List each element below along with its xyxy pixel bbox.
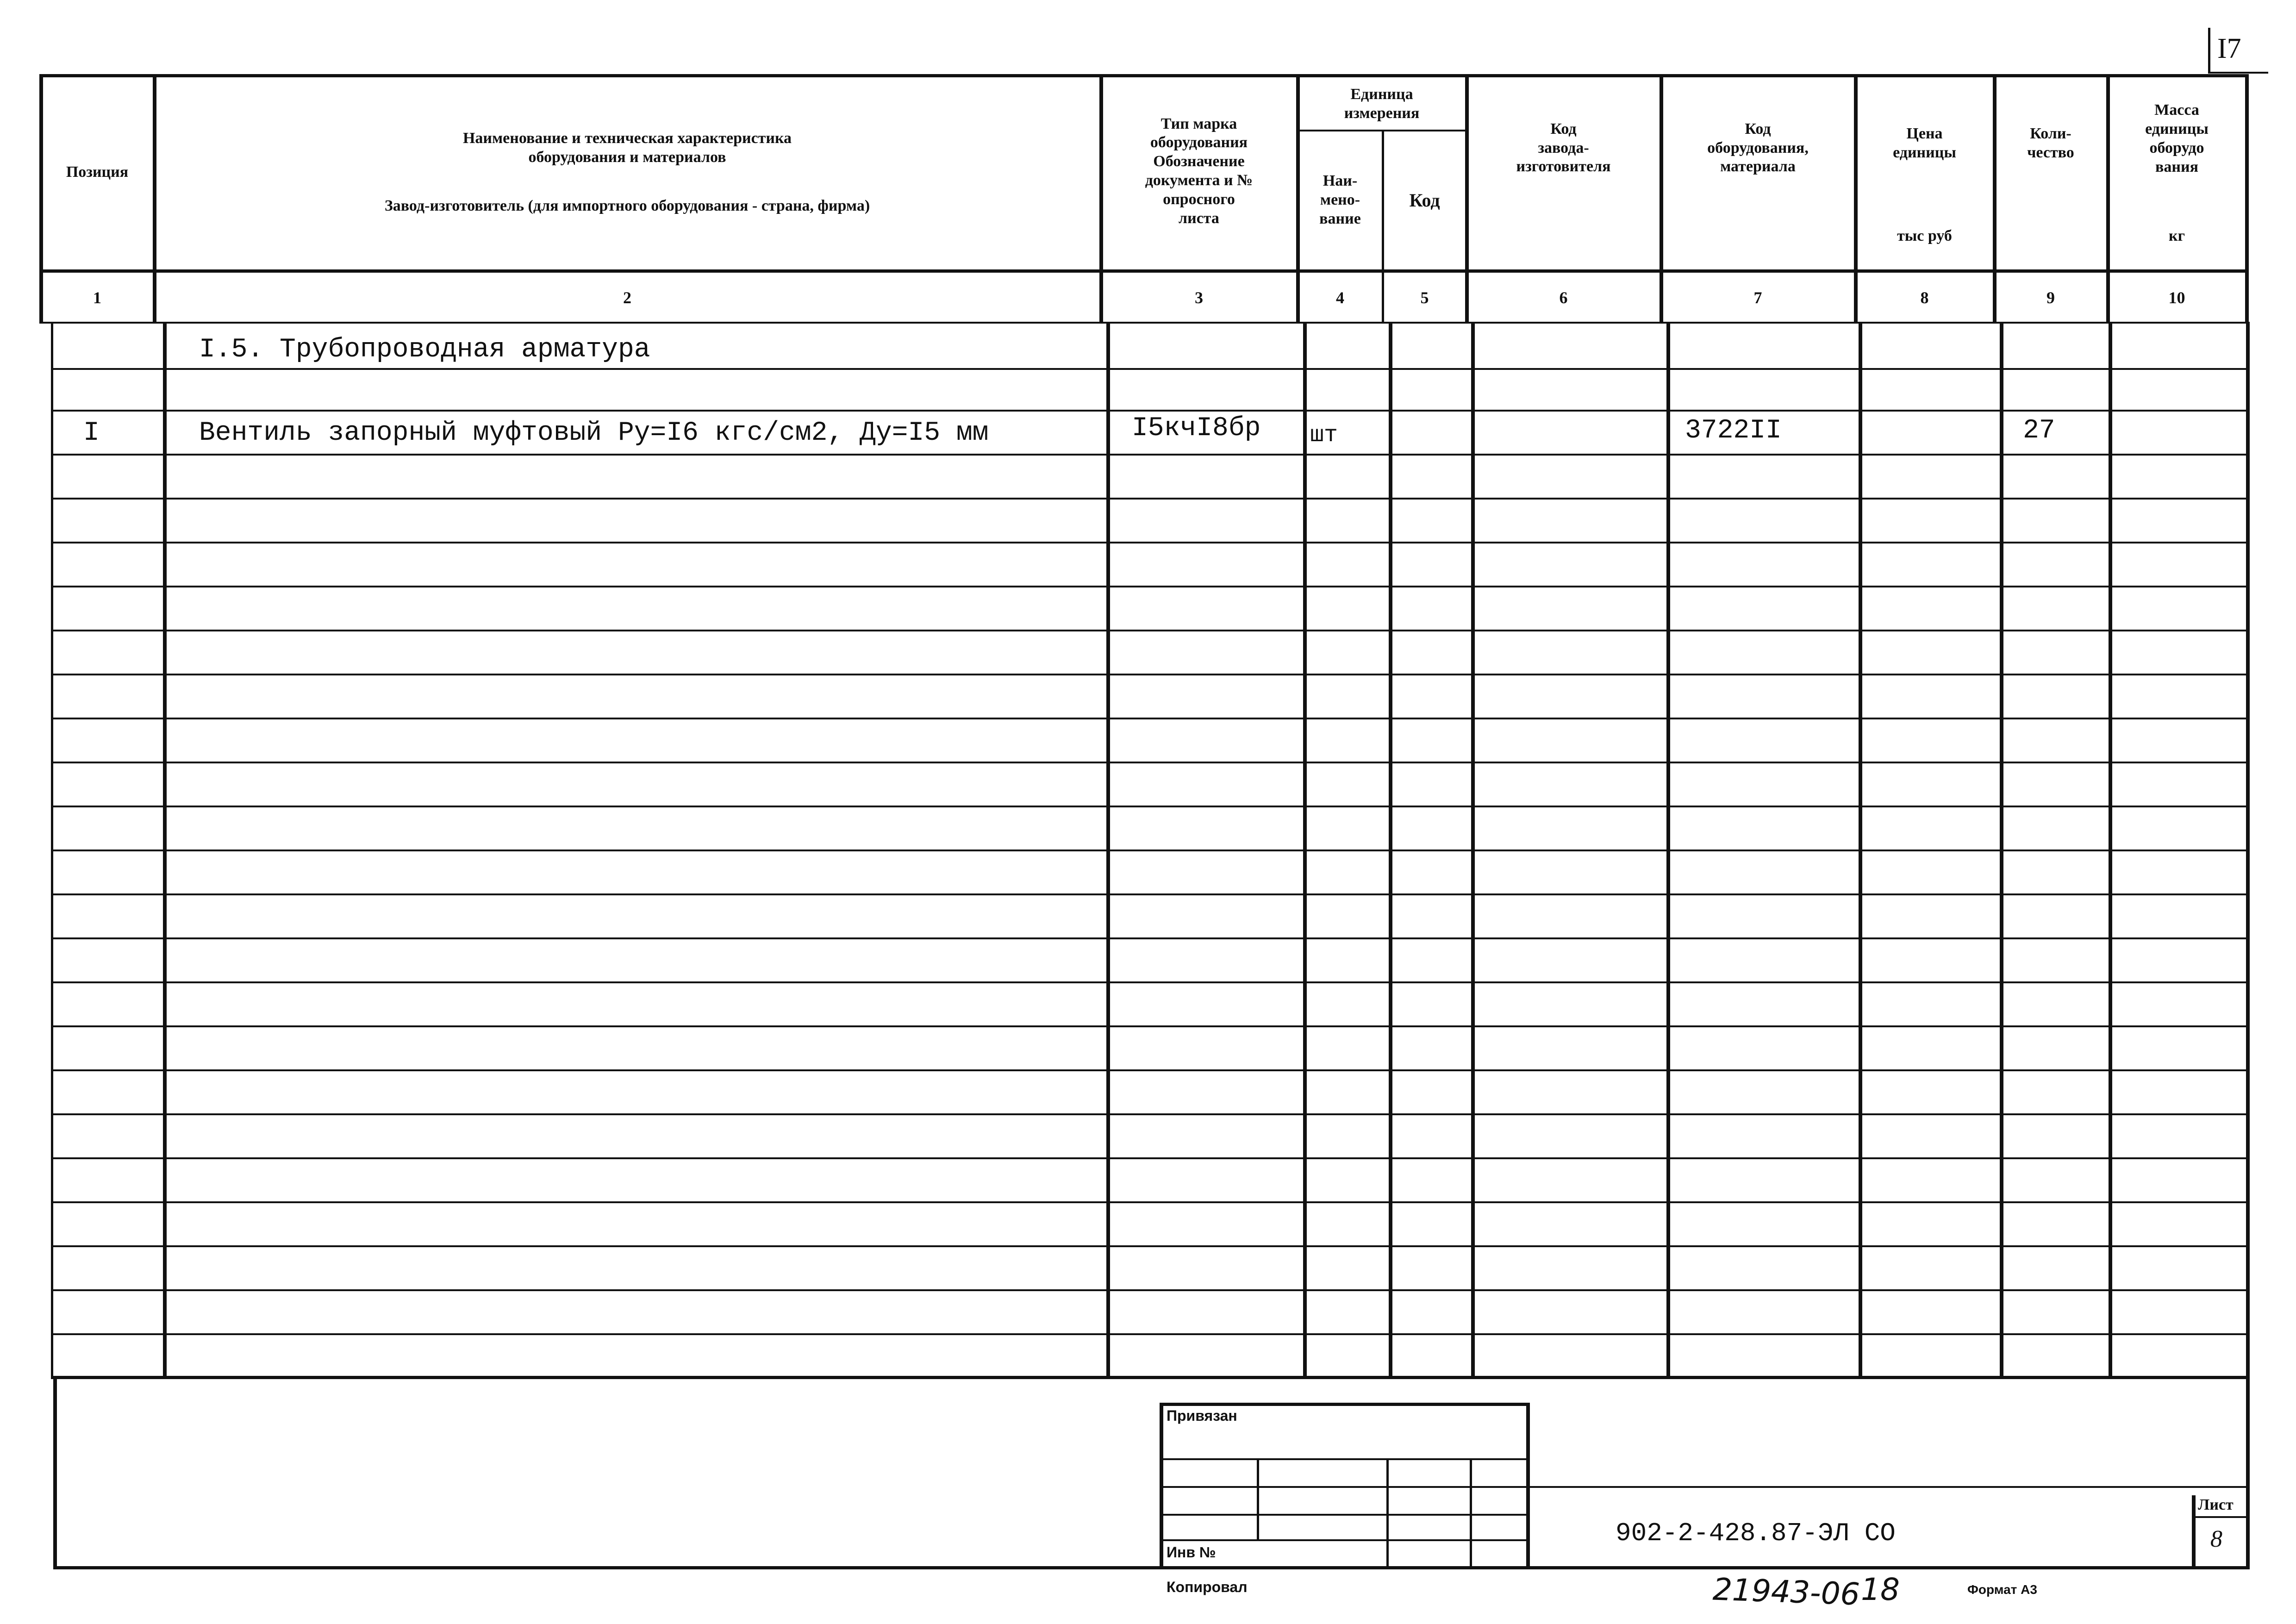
row-line <box>51 718 2247 719</box>
document-code: 902-2-428.87-ЭЛ СО <box>1616 1518 1896 1548</box>
row-line <box>51 1069 2247 1071</box>
stamp-line-3 <box>1160 1514 1528 1516</box>
colnum-2: 2 <box>623 288 631 307</box>
header-equipment-code: Код оборудования, материала <box>1707 120 1809 175</box>
row-line <box>51 893 2247 895</box>
header-factory-code: Код завода- изготовителя <box>1516 120 1611 175</box>
page-number-underline <box>2208 72 2268 74</box>
header-bottom-border <box>39 269 2247 273</box>
row-line <box>51 849 2247 851</box>
stamp-inv-label: Инв № <box>1167 1544 1216 1561</box>
row-unit: шт <box>1310 422 1338 449</box>
format-label: Формат А3 <box>1967 1582 2037 1597</box>
stamp-left <box>1160 1403 1163 1567</box>
header-mass-unit: кг <box>2168 227 2185 244</box>
header-name-1: Наименование и техническая характеристика оборудования и материалов <box>462 130 792 166</box>
sheet-number: 8 <box>2210 1526 2222 1552</box>
table-top-border <box>39 74 2247 77</box>
row-line <box>51 981 2247 983</box>
colnum-6: 6 <box>1559 288 1568 307</box>
header-quantity: Коли- чество <box>2027 125 2074 161</box>
page-number-divider <box>2208 28 2210 72</box>
stamp-vline-2 <box>1386 1458 1389 1567</box>
stamp-vline-1 <box>1257 1458 1259 1539</box>
row-line <box>51 1245 2247 1247</box>
stamp-bound-label: Привязан <box>1167 1407 1237 1424</box>
stamp-line-1 <box>1160 1458 1528 1460</box>
colnum-4: 4 <box>1336 288 1344 307</box>
colnum-3: 3 <box>1195 288 1203 307</box>
header-position: Позиция <box>66 163 129 181</box>
row-line <box>51 630 2247 631</box>
row-line <box>51 1289 2247 1291</box>
row-type: I5кчI8бр <box>1132 413 1261 443</box>
header-mass: Масса единицы оборудо вания <box>2145 101 2209 175</box>
row-line <box>51 542 2247 543</box>
sheet-label: Лист <box>2198 1496 2234 1513</box>
footer-bottom-border <box>53 1566 2250 1569</box>
header-name-2: Завод-изготовитель (для импортного оборудования - страна, фирма) <box>384 197 870 214</box>
archive-sheet: 18 <box>1861 1572 1900 1607</box>
stamp-line-2 <box>1160 1486 1528 1488</box>
sheet-box-left <box>2192 1495 2196 1567</box>
colnum-1: 1 <box>93 288 101 307</box>
row-line <box>51 586 2247 587</box>
numbers-bottom-border <box>39 322 2247 324</box>
row-line <box>51 806 2247 807</box>
sheet-box-divider <box>2192 1516 2247 1518</box>
row-position: I <box>83 418 100 448</box>
header-price: Цена единицы <box>1893 125 1956 161</box>
colnum-10: 10 <box>2168 288 2185 307</box>
row-name: Вентиль запорный муфтовый Ру=I6 кгс/см2, Ду=I5 мм <box>199 418 989 448</box>
header-type: Тип марка оборудования Обозначение документа и № опросного листа <box>1145 115 1253 227</box>
colnum-7: 7 <box>1753 288 1762 307</box>
archive-number: 21943-06 <box>1712 1571 1861 1612</box>
stamp-right <box>1526 1403 1530 1567</box>
header-unit-code: Код <box>1409 189 1440 211</box>
colnum-8: 8 <box>1920 288 1929 307</box>
row-line <box>51 454 2247 456</box>
stamp-line-4 <box>1160 1539 1528 1541</box>
section-title: I.5. Трубопроводная арматура <box>199 334 650 365</box>
colnum-9: 9 <box>2046 288 2055 307</box>
row-line <box>51 762 2247 763</box>
code-area-top <box>1528 1486 2247 1488</box>
stamp-top <box>1160 1403 1528 1406</box>
row-quantity: 27 <box>2023 415 2055 446</box>
header-unit-name: Наи- мено- вание <box>1319 172 1361 227</box>
stamp-vline-3 <box>1470 1458 1472 1567</box>
copied-label: Копировал <box>1167 1579 1248 1595</box>
row-line <box>51 1157 2247 1159</box>
header-price-unit: тыс руб <box>1897 227 1952 244</box>
row-equipment-code: 3722II <box>1685 415 1782 446</box>
row-line <box>51 1201 2247 1203</box>
table-bottom-border <box>51 1376 2247 1379</box>
hdr-vline-10 <box>2245 74 2249 322</box>
row-line <box>51 674 2247 675</box>
page-number: I7 <box>2217 33 2241 64</box>
row-line <box>51 1333 2247 1335</box>
row-line <box>51 1025 2247 1027</box>
colnum-5: 5 <box>1420 288 1429 307</box>
footer-left-border <box>53 1376 57 1568</box>
row-line <box>51 937 2247 939</box>
row-line <box>51 498 2247 500</box>
header-unit-group: Единица измерения <box>1344 86 1420 122</box>
row-line <box>51 1113 2247 1115</box>
footer-right-border <box>2246 1376 2250 1568</box>
